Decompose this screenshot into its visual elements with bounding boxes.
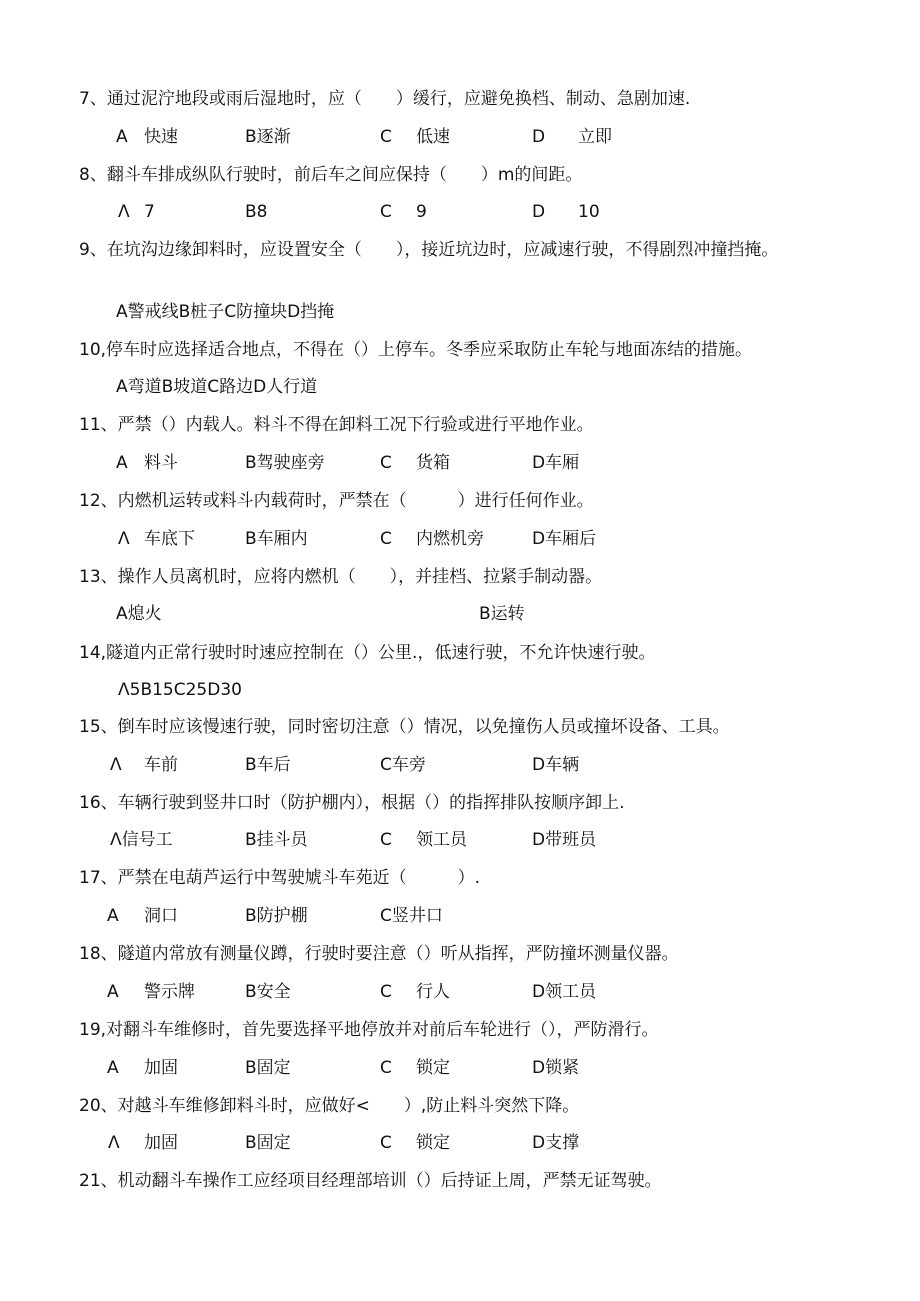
option-text: 车前 <box>144 755 178 775</box>
option-text: D带班员 <box>532 830 597 850</box>
option-text: 立即 <box>578 127 612 147</box>
option-text: B固定 <box>245 1133 291 1153</box>
question-18: 18、隧道内常放有测量仪蹲，行驶时要注意（）听从指挥，严防撞坏测量仪器。 <box>79 944 679 964</box>
option-letter: C <box>380 453 392 473</box>
option-letter: Λ <box>118 202 130 222</box>
option-text: B车后 <box>245 755 291 775</box>
option-text: C竖井口 <box>380 906 443 926</box>
option-letter: A <box>107 982 119 1002</box>
option-letter: A <box>116 127 128 147</box>
question-16: 16、车辆行驶到竖井口时（防护棚内），根据（）的指挥排队按顺序卸上. <box>79 793 625 813</box>
option-letter: C <box>380 982 392 1002</box>
question-9: 9、在坑沟边缘卸料时，应设置安全（ ），接近坑边时，应减速行驶，不得剧烈冲撞挡掩。 <box>79 240 779 260</box>
option-text: 9 <box>416 202 427 222</box>
option-text: C车旁 <box>380 755 426 775</box>
option-text: B防护棚 <box>245 906 308 926</box>
option-text: 行人 <box>416 982 450 1002</box>
option-text: 料斗 <box>144 453 178 473</box>
option-text: B固定 <box>245 1058 291 1078</box>
option-text: D锁紧 <box>532 1058 580 1078</box>
option-text: D车辆 <box>532 755 580 775</box>
question-7: 7、通过泥泞地段或雨后湿地时，应（ ）缓行，应避免换档、制动、急剧加速. <box>79 89 691 109</box>
option-text: B运转 <box>479 604 525 624</box>
option-text: D领工员 <box>532 982 597 1002</box>
option-text: 洞口 <box>144 906 178 926</box>
option-text: D车厢后 <box>532 529 597 549</box>
option-text: A警戒线B桩子C防撞块D挡掩 <box>116 302 335 322</box>
option-text: Λ5B15C25D30 <box>118 680 242 700</box>
question-13: 13、操作人员离机时，应将内燃机（ ），并挂档、拉紧手制动器。 <box>79 567 603 587</box>
option-text: B安全 <box>245 982 291 1002</box>
option-text: 车底下 <box>144 529 195 549</box>
option-text: B驾驶座旁 <box>245 453 325 473</box>
option-text: B8 <box>245 202 268 222</box>
option-text: 7 <box>144 202 155 222</box>
option-letter: C <box>380 1133 392 1153</box>
option-text: D车厢 <box>532 453 580 473</box>
option-text: 货箱 <box>416 453 450 473</box>
option-text: 加固 <box>144 1133 178 1153</box>
option-letter: A <box>116 453 128 473</box>
option-text: A弯道B坡道C路边D人行道 <box>116 377 318 397</box>
option-text: 快速 <box>144 127 178 147</box>
option-letter: C <box>380 127 392 147</box>
question-8: 8、翻斗车排成纵队行驶时，前后车之间应保持（ ）m的间距。 <box>79 165 583 185</box>
option-text: B逐渐 <box>245 127 291 147</box>
option-letter: Λ <box>118 529 130 549</box>
question-20: 20、对越斗车维修卸料斗时，应做好< ）,防止料斗突然下降。 <box>79 1096 580 1116</box>
option-text: B车厢内 <box>245 529 308 549</box>
option-letter: Λ <box>110 755 122 775</box>
option-letter: A <box>107 906 119 926</box>
option-letter: C <box>380 202 392 222</box>
question-21: 21、机动翻斗车操作工应经项目经理部培训（）后持证上周，严禁无证驾驶。 <box>79 1171 662 1191</box>
question-17: 17、严禁在电葫芦运行中驾驶虓斗车苑近（ ）. <box>79 868 481 888</box>
option-text: D支撑 <box>532 1133 580 1153</box>
option-text: 低速 <box>416 127 450 147</box>
option-text: A熄火 <box>116 604 162 624</box>
option-letter: C <box>380 830 392 850</box>
option-letter: Λ <box>108 1133 120 1153</box>
question-11: 11、严禁（）内载人。料斗不得在卸料工况下行验或进行平地作业。 <box>79 415 594 435</box>
option-text: 领工员 <box>416 830 467 850</box>
option-text: 锁定 <box>416 1058 450 1078</box>
option-text: 内燃机旁 <box>416 529 484 549</box>
option-letter: C <box>380 1058 392 1078</box>
question-12: 12、内燃机运转或料斗内载荷时，严禁在（ ）进行任何作业。 <box>79 491 594 511</box>
question-10: 10,停车时应选择适合地点，不得在（）上停车。冬季应采取防止车轮与地面冻结的措施。 <box>79 340 753 360</box>
question-19: 19,对翻斗车维修时，首先要选择平地停放并对前后车轮进行（），严防滑行。 <box>79 1020 659 1040</box>
option-text: B挂斗员 <box>245 830 308 850</box>
question-15: 15、倒车时应该慢速行驶，同时密切注意（）情况，以免撞伤人员或撞坏设备、工具。 <box>79 717 730 737</box>
option-text: Λ信号工 <box>110 830 173 850</box>
option-text: 10 <box>578 202 600 222</box>
option-text: 加固 <box>144 1058 178 1078</box>
option-text: 锁定 <box>416 1133 450 1153</box>
option-letter: A <box>107 1058 119 1078</box>
option-letter: D <box>532 127 546 147</box>
option-letter: D <box>532 202 546 222</box>
question-14: 14,隧道内正常行驶时时速应控制在（）公里.，低速行驶，不允许快速行驶。 <box>79 643 656 663</box>
option-letter: C <box>380 529 392 549</box>
option-text: 警示牌 <box>144 982 195 1002</box>
